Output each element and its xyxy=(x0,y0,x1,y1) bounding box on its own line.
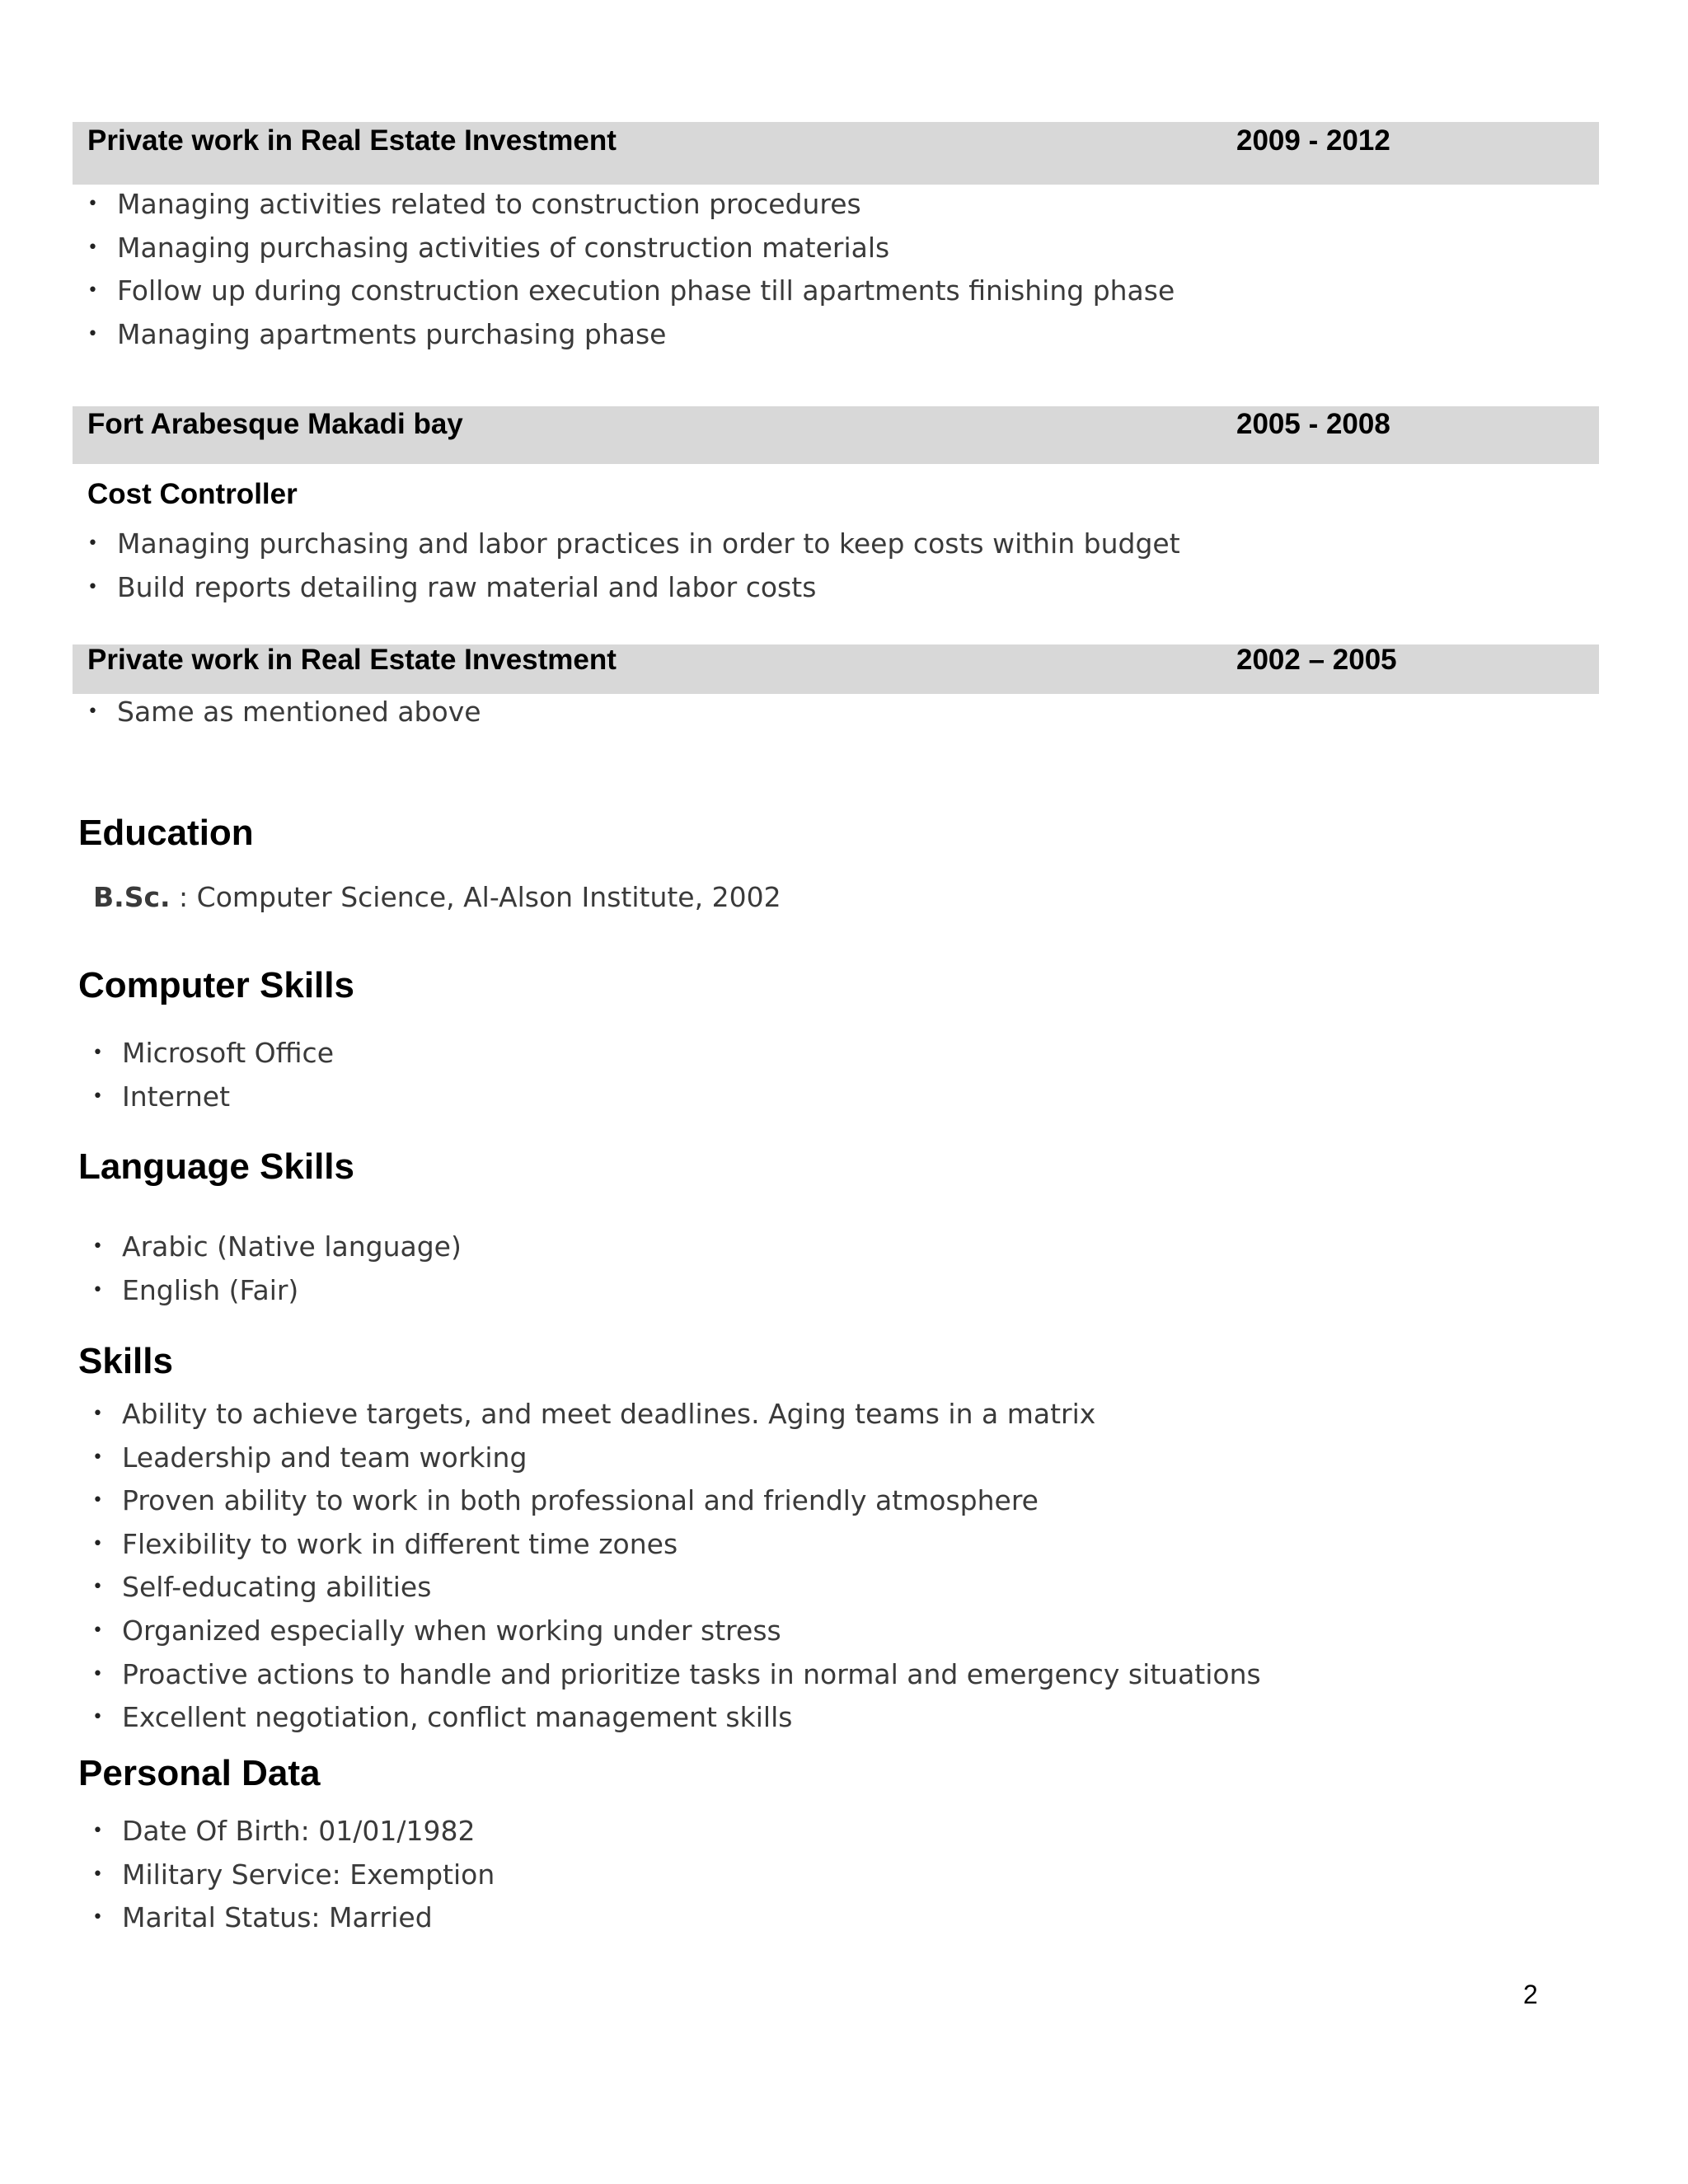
company-name: Fort Arabesque Makadi bay xyxy=(87,408,463,440)
bullet-icon: • xyxy=(92,1404,103,1424)
bullet-icon: • xyxy=(92,1863,103,1885)
company-name: Private work in Real Estate Investment xyxy=(87,124,617,157)
bullet-icon: • xyxy=(87,280,98,302)
bullet-icon: • xyxy=(87,701,98,722)
bullet-icon: • xyxy=(92,1663,103,1685)
company-name: Private work in Real Estate Investment xyxy=(87,644,617,676)
bullet-icon: • xyxy=(92,1490,103,1511)
job-header xyxy=(73,122,1599,185)
degree: B.Sc. xyxy=(93,881,171,913)
job-period: 2009 - 2012 xyxy=(1236,124,1390,157)
job-role-title: Cost Controller xyxy=(87,478,298,510)
job-header xyxy=(73,644,1599,694)
resume-page: Private work in Real Estate Investment 2009 - 2012 • Managing activities related to construction procedures • Managing purchasing activities of construction materials • Follow up during construction execution phase till apartments finishing phase • Managing apartments purchasing phase Fort Arabesque Makadi bay 2005 - 2008 Cost Controller • Managing purchasing and labor practices in order to keep costs within budget • Build reports detailing raw material and labor costs Private work in Real Estate Investment 2002 – 2005 • Same as mentioned above Education B.Sc. : Computer Science, Al-Alson Institute, 2002 Computer Skills • Microsoft Office • Internet Language Skills • Arabic (Native language) • English (Fair) Skills • Ability to achieve targets, and meet deadlines. Aging teams in a matrix • Leadership and team working • Proven ability to work in both professional and friendly atmosphere • Flexibility to work in different time zones • Self-educating abilities • Organized especially when working under stress • Proactive actions to handle and prioritize tasks in normal and emergency situations • Excellent negotiation, conflict management skills Personal Data • Date Of Birth: 01/01/1982 • Military Service: Exemption • Marital Status: Married 2 xyxy=(0,0,1688,2184)
bullet-icon: • xyxy=(92,1279,103,1301)
education-heading: Education xyxy=(78,813,254,853)
job-period: 2005 - 2008 xyxy=(1236,408,1390,440)
bullet-icon: • xyxy=(92,1907,103,1929)
bullet-icon: • xyxy=(92,1577,103,1598)
language-skills-heading: Language Skills xyxy=(78,1146,354,1187)
education-entry xyxy=(93,876,781,919)
bullet-icon: • xyxy=(92,1619,103,1641)
computer-skills-heading: Computer Skills xyxy=(78,965,354,1005)
degree-details: : Computer Science, Al-Alson Institute, 2002 xyxy=(170,881,781,913)
bullet-icon: • xyxy=(87,194,98,214)
bullet-icon: • xyxy=(87,237,98,258)
bullet-icon: • xyxy=(92,1821,103,1841)
personal-data-heading: Personal Data xyxy=(78,1753,321,1793)
bullet-icon: • xyxy=(92,1236,103,1257)
job-period: 2002 – 2005 xyxy=(1236,644,1397,676)
bullet-icon: • xyxy=(87,323,98,344)
skills-heading: Skills xyxy=(78,1341,173,1381)
bullet-icon: • xyxy=(92,1043,103,1063)
bullet-icon: • xyxy=(92,1446,103,1468)
page-number: 2 xyxy=(1523,1980,1538,2009)
bullet-icon: • xyxy=(92,1085,103,1107)
bullet-icon: • xyxy=(92,1707,103,1728)
bullet-icon: • xyxy=(92,1533,103,1554)
bullet-icon: • xyxy=(87,576,98,598)
job-header xyxy=(73,406,1599,464)
bullet-icon: • xyxy=(87,533,98,554)
